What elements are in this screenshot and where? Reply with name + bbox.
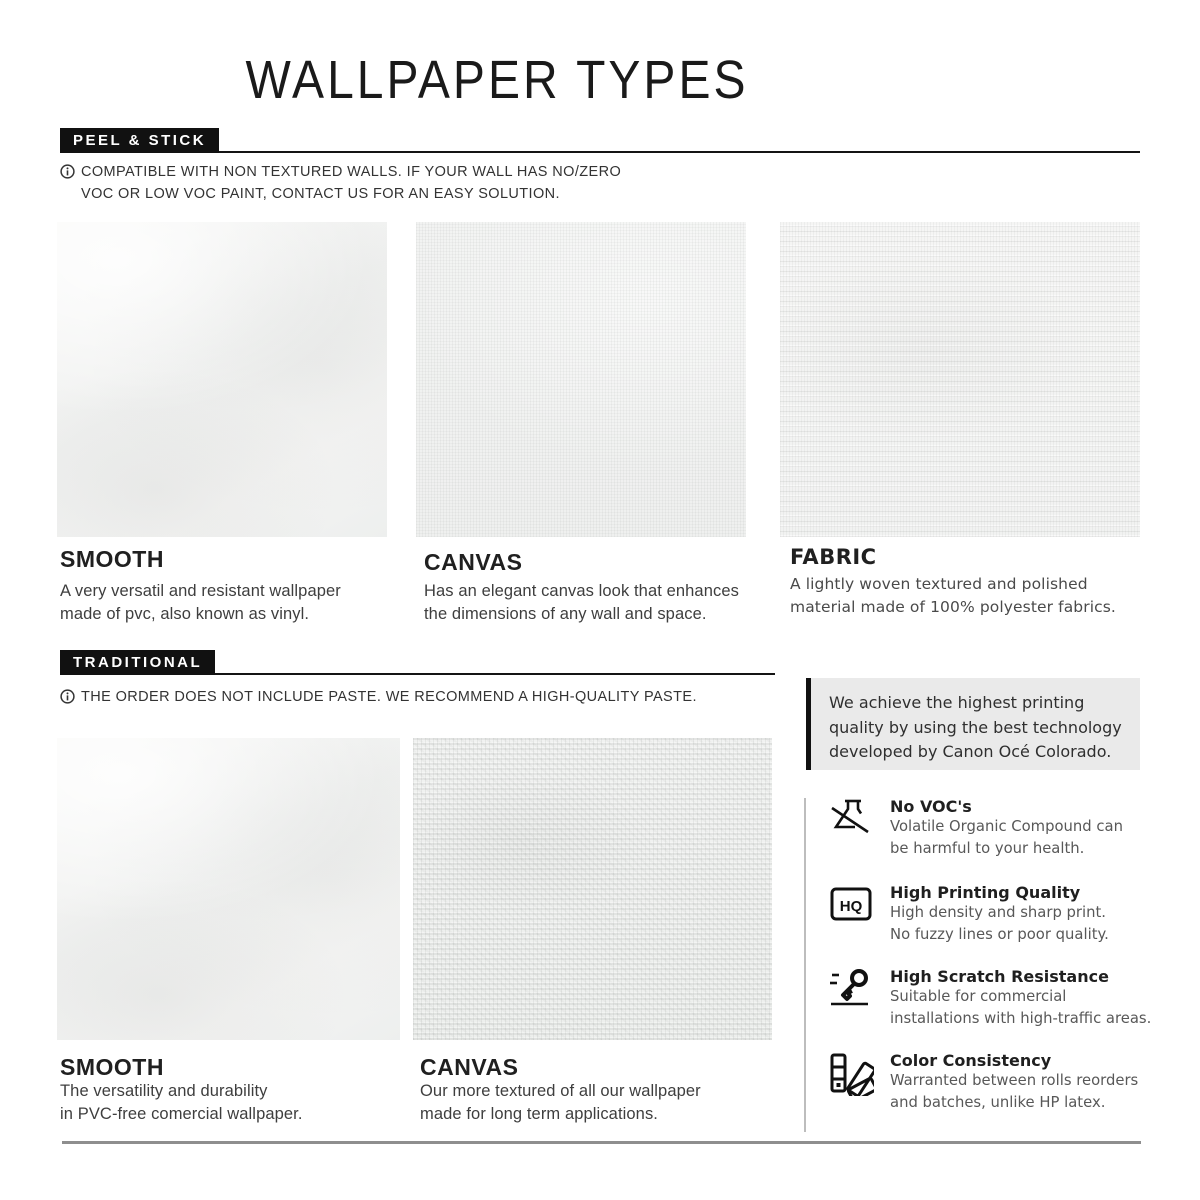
feature-desc-line: installations with high-traffic areas.: [890, 1010, 1152, 1027]
feature-desc-line: Suitable for commercial: [890, 988, 1067, 1005]
feature-title: High Printing Quality: [890, 883, 1081, 902]
page-title: WALLPAPER TYPES: [245, 51, 749, 111]
swatch-image-fabric-peel: [780, 222, 1140, 537]
features-divider-line: [804, 798, 806, 1132]
feature-title: No VOC's: [890, 797, 972, 816]
traditional-note-line1: [60, 689, 697, 708]
section-label-traditional: [60, 650, 215, 675]
swatch-desc-line: the dimensions of any wall and space.: [424, 605, 707, 623]
quote-line: We achieve the highest printing: [829, 693, 1085, 712]
feature-desc-line: and batches, unlike HP latex.: [890, 1094, 1106, 1111]
note-text: VOC OR LOW VOC PAINT, CONTACT US FOR AN EASY SOLUTION.: [81, 186, 560, 202]
swatch-desc-line: made of pvc, also known as vinyl.: [60, 605, 310, 623]
info-icon: [60, 164, 75, 183]
swatch-title-smooth: SMOOTH: [60, 546, 164, 572]
feature-desc-line: be harmful to your health.: [890, 840, 1085, 857]
swatch-title-fabric: FABRIC: [790, 545, 877, 569]
swatch-image-canvas-peel: [416, 222, 746, 537]
feature-desc-line: No fuzzy lines or poor quality.: [890, 926, 1109, 943]
hq-icon-label: HQ: [839, 898, 863, 915]
info-icon: [60, 689, 75, 708]
no-voc-icon: [828, 796, 874, 842]
feature-title: Color Consistency: [890, 1051, 1052, 1070]
scratch-key-icon: [828, 966, 874, 1012]
swatch-image-smooth-traditional: [57, 738, 400, 1040]
swatch-desc-line: A lightly woven textured and polished: [790, 575, 1088, 593]
feature-desc-line: High density and sharp print.: [890, 904, 1107, 921]
swatch-image-canvas-traditional: [413, 738, 772, 1040]
swatch-desc-line: Our more textured of all our wallpaper: [420, 1082, 701, 1100]
swatch-desc-line: in PVC-free comercial wallpaper.: [60, 1105, 303, 1123]
peel-stick-divider: [60, 151, 1140, 153]
quote-line: quality by using the best technology: [829, 717, 1122, 737]
peel-stick-note-line1: [60, 164, 621, 183]
printing-quality-quote: [811, 678, 1140, 770]
swatch-title-canvas: CANVAS: [420, 1054, 519, 1080]
section-label-text: PEEL & STICK: [73, 132, 207, 149]
quote-line: developed by Canon Océ Colorado.: [829, 742, 1112, 761]
note-text: COMPATIBLE WITH NON TEXTURED WALLS. IF YOUR WALL HAS NO/ZERO: [81, 164, 622, 180]
feature-desc-line: Volatile Organic Compound can: [890, 818, 1123, 835]
swatch-desc-line: material made of 100% polyester fabrics.: [790, 598, 1116, 616]
bottom-divider: [62, 1141, 1141, 1144]
swatch-desc-line: made for long term applications.: [420, 1105, 658, 1123]
swatch-desc-line: The versatility and durability: [60, 1082, 268, 1100]
feature-title: High Scratch Resistance: [890, 967, 1109, 986]
swatch-title-canvas: CANVAS: [424, 549, 523, 575]
swatch-desc-line: Has an elegant canvas look that enhances: [424, 582, 739, 600]
section-label-text: TRADITIONAL: [73, 654, 203, 671]
peel-stick-note-line2: [81, 186, 560, 202]
section-label-peel-stick: [60, 128, 219, 153]
hq-icon: [828, 882, 874, 928]
swatch-image-smooth-peel: [57, 222, 387, 537]
color-swatches-icon: [828, 1050, 874, 1096]
note-text: THE ORDER DOES NOT INCLUDE PASTE. WE RECOMMEND A HIGH-QUALITY PASTE.: [81, 689, 697, 705]
feature-desc-line: Warranted between rolls reorders: [890, 1072, 1139, 1089]
swatch-desc-line: A very versatil and resistant wallpaper: [60, 582, 341, 600]
swatch-title-smooth: SMOOTH: [60, 1054, 164, 1080]
